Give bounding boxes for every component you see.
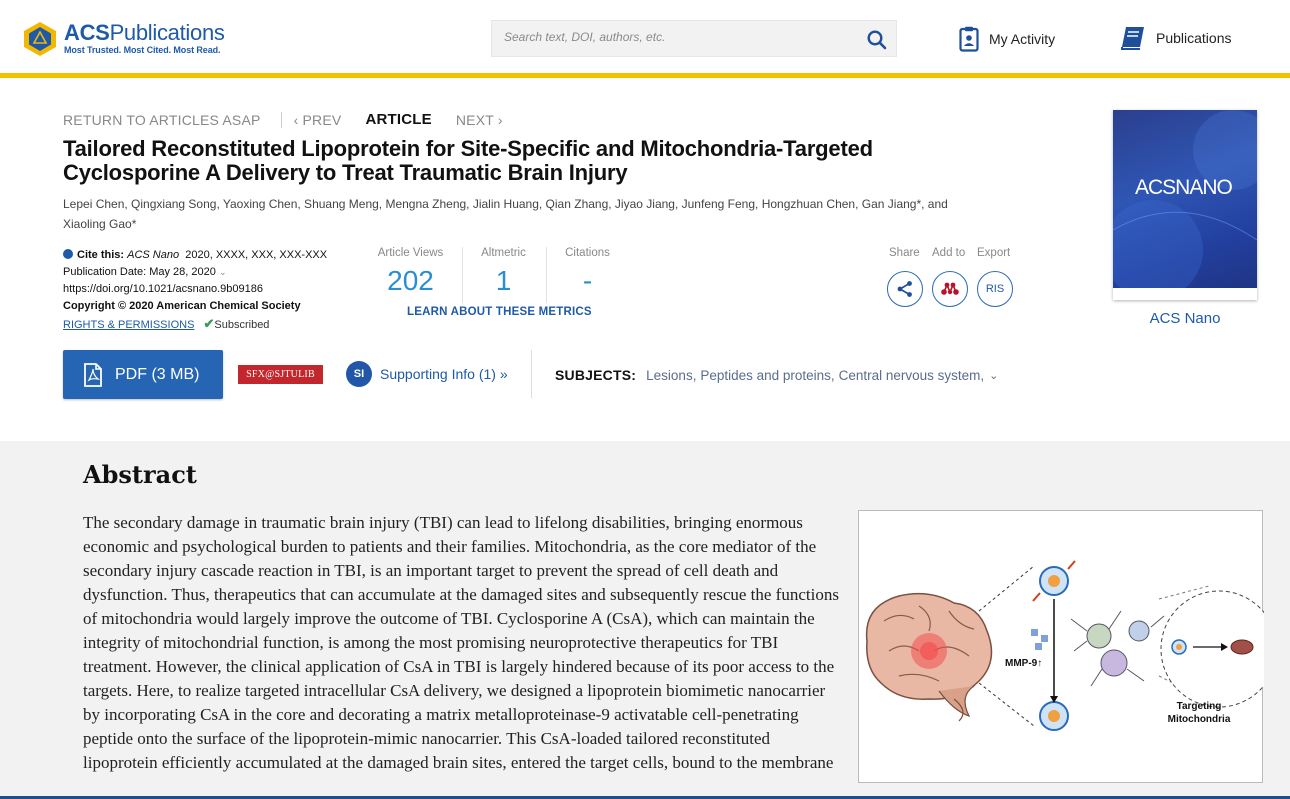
publications-link[interactable] [1120, 26, 1232, 50]
nav-divider [281, 112, 282, 128]
mendeley-icon [940, 281, 960, 297]
book-icon [1120, 26, 1146, 50]
logo-tagline: Most Trusted. Most Cited. Most Read. [64, 45, 221, 55]
toc-illustration [859, 511, 1264, 784]
targeting-label: Targeting [1176, 701, 1222, 712]
article-title: Tailored Reconstituted Lipoprotein for Site-Specific and Mitochondria-Targeted Cyclosporine A Delivery to Treat Traumatic Brain Injury [63, 136, 873, 185]
logo-title: ACSPublications [64, 20, 225, 45]
mitochondria-label: Mitochondria [1167, 714, 1231, 725]
rights-permissions-link[interactable]: RIGHTS & PERMISSIONS [63, 319, 195, 331]
altmetric-label: Altmetric [481, 247, 526, 259]
pdf-button-label: PDF (3 MB) [115, 365, 200, 383]
add-to-label: Add to [932, 247, 966, 259]
citations-metric [545, 247, 630, 297]
mmp9-label: MMP-9↑ [1005, 658, 1043, 669]
doi-link[interactable]: https://doi.org/10.1021/acsnano.9b09186 [63, 283, 263, 295]
subject-central-nervous-system[interactable]: Central nervous system, [838, 367, 985, 383]
share-button[interactable] [887, 271, 923, 307]
cover-footer [1113, 288, 1257, 300]
chevron-down-icon[interactable]: ⌄ [218, 267, 227, 277]
article-nav [63, 111, 503, 128]
neuron-cells [1071, 611, 1164, 686]
export-label: Export [977, 247, 1011, 259]
journal-name-link[interactable]: ACS Nano [1149, 310, 1221, 327]
article-metrics [368, 247, 618, 307]
article-views-value: 202 [387, 265, 434, 296]
sfx-library-button[interactable]: SFX@SJTULIB [238, 365, 323, 384]
share-label: Share [889, 247, 920, 259]
cite-details: 2020, XXXX, XXX, XXX-XXX [185, 249, 328, 261]
cover-title: ACSNANO [1135, 176, 1232, 199]
return-to-asap-link[interactable]: RETURN TO ARTICLES ASAP [63, 111, 261, 128]
site-header [0, 0, 1290, 78]
altmetric-value: 1 [495, 265, 512, 296]
check-circle-icon [63, 249, 73, 259]
pdf-download-button[interactable] [63, 350, 223, 399]
current-article-label: ARTICLE [365, 111, 432, 128]
search-icon[interactable] [866, 29, 888, 51]
search-box [491, 20, 897, 57]
subject-lesions[interactable]: Lesions, [646, 367, 697, 383]
my-activity-link[interactable] [959, 26, 1055, 52]
article-views-metric [368, 247, 453, 297]
clipboard-icon [959, 26, 979, 52]
cite-label[interactable]: Cite this: [77, 249, 125, 261]
share-icon [896, 280, 914, 298]
add-to-mendeley-button[interactable] [932, 271, 968, 307]
journal-cover-image[interactable] [1113, 110, 1257, 300]
cite-journal: ACS Nano [127, 249, 180, 261]
next-link[interactable]: NEXT › [455, 111, 503, 128]
supporting-info-link[interactable] [346, 361, 508, 387]
search-input[interactable] [504, 30, 844, 44]
copyright-text: Copyright © 2020 American Chemical Society [63, 300, 301, 312]
abstract-heading: Abstract [83, 460, 197, 489]
subjects-expand-chevron-icon[interactable]: ⌄ [989, 369, 999, 382]
abstract-text: The secondary damage in traumatic brain injury (TBI) can lead to lifelong disabilities, bringing enormous economic and psychological burden to patients and their families. Mitochondria, as the core mediator of the secondary injury cascade reaction in TBI, is an important target to prevent the spread of cell death and dysfunction. Thus, therapeutics that can accumulate at the damaged sites and subsequently rescue the functions of mitochondria would largely improve the outcome of TBI. Cyclosporine A (CsA), which can maintain the integrity of mitochondrial function, is among the most promising neuroprotective therapeutics for TBI treatment. However, the clinical application of CsA in TBI is largely hindered because of its poor access to the targets. Here, to realize targeted intracellular CsA delivery, we designed a lipoprotein biomimetic nanocarrier by incorporating CsA in the core and decorating a matrix metalloproteinase-9 activatable cell-penetrating peptide onto the surface of the lipoprotein-mimic nanocarrier. This CsA-loaded tailored reconstituted lipoprotein efficiently accumulated at the damaged brain sites, entered the target cells, bound to the membrane [83, 513, 839, 772]
acs-logo[interactable] [22, 20, 225, 58]
altmetric-metric[interactable] [461, 247, 546, 297]
author-list[interactable]: Lepei Chen, Qingxiang Song, Yaoxing Chen, Shuang Meng, Mengna Zheng, Jialin Huang, Qian Zhang, Jiyao Jiang, Junfeng Feng, Hongzhuan Chen, Gan Jiang*, and Xiaoling Gao* [63, 197, 948, 231]
nanoparticle-top [1033, 561, 1075, 601]
toc-graphic[interactable] [858, 510, 1263, 783]
export-ris-button[interactable] [977, 271, 1013, 307]
supporting-info-label: Supporting Info (1) » [380, 366, 508, 382]
subject-peptides-proteins[interactable]: Peptides and proteins, [700, 367, 835, 383]
citation-block [63, 247, 327, 334]
toolbar-divider [531, 350, 532, 398]
acs-hexagon-icon [22, 20, 58, 58]
publication-date[interactable]: Publication Date: May 28, 2020 [63, 266, 216, 278]
learn-metrics-link[interactable]: LEARN ABOUT THESE METRICS [407, 306, 592, 318]
subscribed-badge: ✔Subscribed [203, 316, 270, 331]
citations-value: - [582, 265, 593, 296]
si-badge-icon: SI [346, 361, 372, 387]
ris-label: RIS [985, 283, 1005, 295]
my-activity-label: My Activity [989, 31, 1056, 47]
brain-illustration [867, 594, 992, 721]
checkmark-icon: ✔ [203, 316, 215, 331]
publications-label: Publications [1156, 30, 1232, 46]
subjects-bar [555, 367, 998, 383]
pdf-file-icon [83, 363, 103, 387]
prev-link[interactable]: ‹ PREV [293, 111, 342, 128]
nanoparticle-bottom [1040, 702, 1068, 730]
subjects-label: SUBJECTS: [555, 367, 637, 383]
cover-art [1113, 110, 1257, 300]
article-views-label: Article Views [377, 247, 444, 259]
citations-label: Citations [565, 247, 610, 259]
